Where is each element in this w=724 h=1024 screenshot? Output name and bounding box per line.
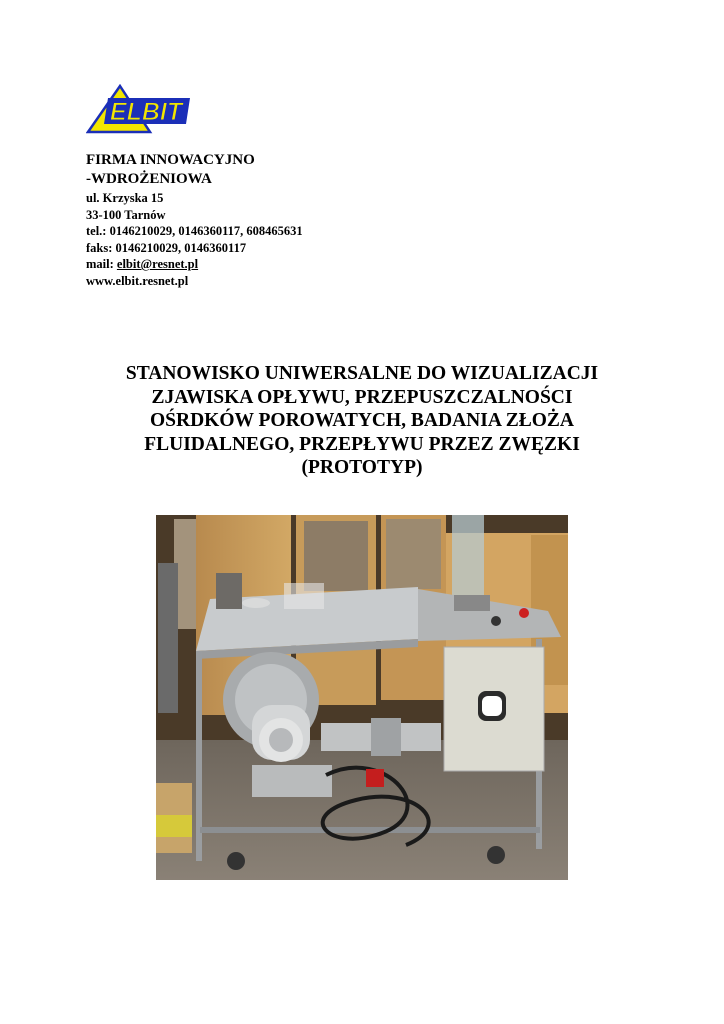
mail-link[interactable]: elbit@resnet.pl xyxy=(116,257,199,271)
mail-label: mail: xyxy=(86,257,117,271)
firm-name-line-2: -WDROŻENIOWA xyxy=(86,171,212,187)
document-title xyxy=(60,362,664,480)
fax-numbers: faks: 0146210029, 0146360117 xyxy=(86,240,247,255)
equipment-photo xyxy=(156,515,568,880)
elbit-logo xyxy=(86,84,192,136)
mail-line xyxy=(86,256,303,273)
title-line-2: ZJAWISKA OPŁYWU, PRZEPUSZCZALNOŚCI xyxy=(151,386,573,408)
logo-text: ELBIT xyxy=(109,98,183,126)
title-line-5: (PROTOTYP) xyxy=(301,457,423,478)
city-address: 33-100 Tarnów xyxy=(86,207,166,222)
firm-name-line-1: FIRMA INNOWACYJNO xyxy=(86,152,255,168)
contact-block xyxy=(86,151,303,289)
title-line-4: FLUIDALNEGO, PRZEPŁYWU PRZEZ ZWĘZKI xyxy=(144,433,580,455)
title-line-1: STANOWISKO UNIWERSALNE DO WIZUALIZACJI xyxy=(125,363,599,384)
street-address: ul. Krzyska 15 xyxy=(86,191,164,205)
phone-numbers: tel.: 0146210029, 0146360117, 608465631 xyxy=(86,224,303,238)
website: www.elbit.resnet.pl xyxy=(86,273,189,288)
title-line-3: OŚRDKÓW POROWATYCH, BADANIA ZŁOŻA xyxy=(149,410,574,431)
